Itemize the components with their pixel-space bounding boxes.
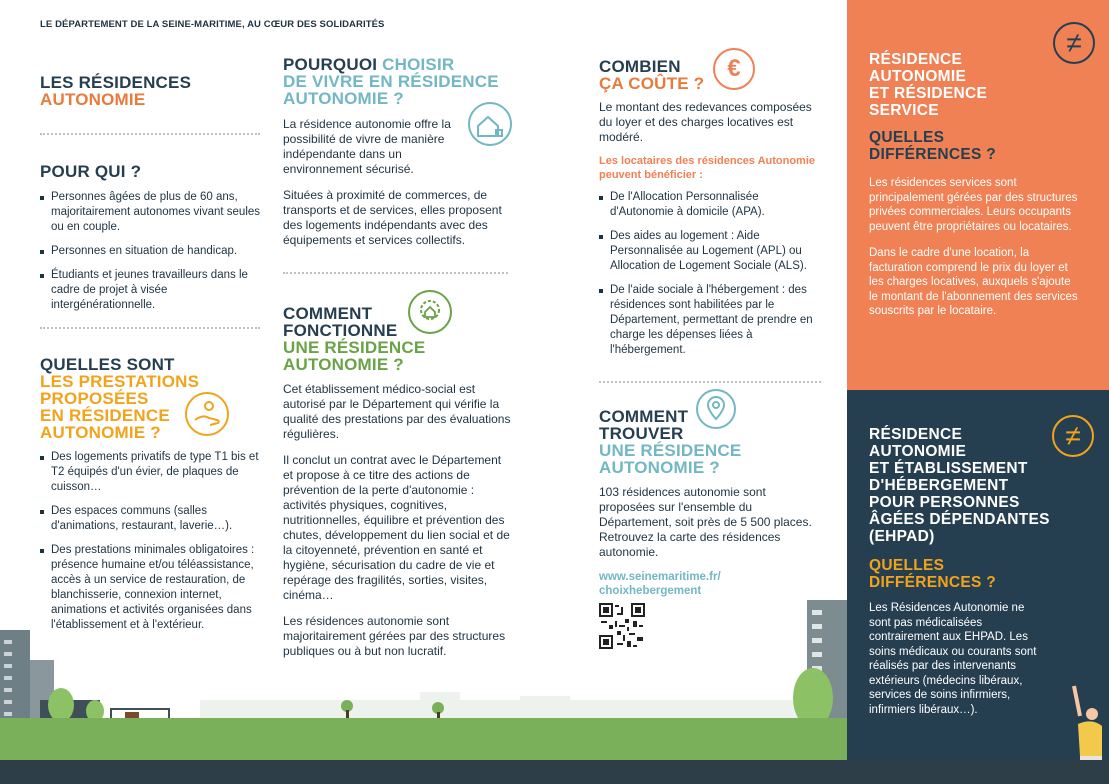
not-equal-icon: ≠ <box>1053 22 1095 64</box>
grass-ground <box>0 718 847 760</box>
pourquoi-title-a: POURQUOI <box>283 55 378 74</box>
divider <box>40 133 260 135</box>
comment-title <box>283 305 425 373</box>
combien-title-line: COMBIEN <box>599 57 681 76</box>
panel-title-line: ET ÉTABLISSEMENT <box>869 460 1028 477</box>
pour-qui-title: POUR QUI ? <box>40 162 142 181</box>
prestations-title-line: QUELLES SONT <box>40 355 175 374</box>
comment-title-line: UNE RÉSIDENCE <box>283 338 426 357</box>
comment-paragraph: Les résidences autonomie sont majoritairement gérées par des structures publiques ou à but non lucratif. <box>283 614 506 658</box>
panel-title-line: RÉSIDENCE <box>869 51 963 68</box>
pourquoi-title-line: DE VIVRE EN RÉSIDENCE <box>283 72 499 91</box>
panel-title-line: AUTONOMIE <box>869 68 967 85</box>
list-item: Personnes âgées de plus de 60 ans, majoritairement autonomes vivant seules ou en couple. <box>40 190 270 235</box>
location-pin-icon <box>694 387 738 431</box>
prestations-title <box>40 356 199 441</box>
trouver-title-line: UNE RÉSIDENCE <box>599 441 742 460</box>
panel-title-line: AUTONOMIE <box>869 443 967 460</box>
panel-title-line: D'HÉBERGEMENT <box>869 477 1009 494</box>
list-item: De l'aide sociale à l'hébergement : des résidences sont habilitées par le Département, permettant de prendre en charge les dépenses liées à l'hébergement. <box>599 283 821 358</box>
trouver-title-line: AUTONOMIE ? <box>599 458 720 477</box>
pourquoi-paragraph: Situées à proximité de commerces, de transports et de services, elles proposent des logements indépendants avec des équipements et services collectifs. <box>283 188 502 247</box>
comment-title-line: COMMENT <box>283 304 373 323</box>
trouver-paragraph: 103 résidences autonomie sont proposées sur l'ensemble du Département, soit près de 5 500 places. Retrouvez la carte des résidences autonomie. <box>599 485 812 559</box>
list-item: Personnes en situation de handicap. <box>40 244 270 259</box>
divider <box>283 272 508 274</box>
panel-title-line: RÉSIDENCE <box>869 426 963 443</box>
road <box>0 760 1109 784</box>
panel-paragraph: Dans le cadre d'une location, la facturation comprend le prix du loyer et les charges locatives, auxquels s'ajoute le montant de l'abonnement des services souscrits par le locataire. <box>869 247 1078 317</box>
pourquoi-paragraph: La résidence autonomie offre la possibilité de vivre de manière indépendante dans un environnement sécurisé. <box>283 117 451 176</box>
website-link-line: choixhebergement <box>599 585 702 597</box>
panel-title-line: (EHPAD) <box>869 528 935 545</box>
prestations-title-line: EN RÉSIDENCE <box>40 406 170 425</box>
helping-hand-icon <box>183 390 231 438</box>
list-item: Des espaces communs (salles d'animations, restaurant, laverie…). <box>40 504 265 534</box>
comment-paragraph: Il conclut un contrat avec le Département et propose à ce titre des actions de prévention de la perte d'autonomie : activités physiques, cognitives, nutritionnelles, équilibre et prévention des chutes, développement du lien social et de la citoyenneté, prévention en santé et hygiène, sécurisation du cadre de vie et repérage des fragilités, sorties, visites, cinéma… <box>283 453 510 602</box>
panel-title-line: POUR PERSONNES <box>869 494 1020 511</box>
navy-panel-content <box>869 426 1084 717</box>
combien-subtitle: Les locataires des résidences Autonomie peuvent bénéficier : <box>599 155 816 181</box>
divider <box>40 327 260 329</box>
col1-title <box>40 74 191 108</box>
panel-paragraph: Les résidences services sont principalement gérées par des structures privées commerciales. Leurs occupants peuvent être propriétaires ou locataires. <box>869 177 1078 233</box>
pourquoi-title-line: AUTONOMIE ? <box>283 89 404 108</box>
comment-title-line: AUTONOMIE ? <box>283 355 404 374</box>
combien-body <box>599 100 821 367</box>
pour-qui-section <box>40 163 270 322</box>
website-link[interactable] <box>599 570 821 598</box>
not-equal-icon: ≠ <box>1052 415 1094 457</box>
comment-paragraph: Cet établissement médico-social est autorisé par le Département qui vérifie la qualité des prestations par des évaluations régulières. <box>283 382 511 441</box>
trouver-title-line: TROUVER <box>599 424 684 443</box>
title-line2: AUTONOMIE <box>40 90 146 109</box>
prestations-title-line: LES PRESTATIONS <box>40 372 200 391</box>
list-item: Des logements privatifs de type T1 bis et T2 équipés d'un évier, de plaques de cuisson… <box>40 450 265 495</box>
title-line1: LES RÉSIDENCES <box>40 73 192 92</box>
website-link-line: www.seinemaritime.fr/ <box>599 571 721 583</box>
pourquoi-title-b: CHOISIR <box>382 55 455 74</box>
divider <box>599 381 821 383</box>
page-header-line: LE DÉPARTEMENT DE LA SEINE-MARITIME, AU CŒUR DES SOLIDARITÉS <box>40 19 385 30</box>
pourquoi-body <box>283 117 508 248</box>
list-item: Des prestations minimales obligatoires : présence humaine et/ou téléassistance, accès à un service de restauration, de blanchisserie, connexion internet, animations et activités organisées dans l'établissement et à l'extérieur. <box>40 543 265 633</box>
panel-title-line: SERVICE <box>869 102 939 119</box>
trouver-title-line: COMMENT <box>599 407 689 426</box>
tree <box>48 688 74 722</box>
list-item: De l'Allocation Personnalisée d'Autonomie à domicile (APA). <box>599 190 821 220</box>
combien-paragraph: Le montant des redevances composées du loyer et des charges locatives est modéré. <box>599 100 812 144</box>
panel-title-line: ÂGÉES DÉPENDANTES <box>869 511 1050 528</box>
combien-title-line: ÇA COÛTE ? <box>599 74 705 93</box>
prestations-title-line: AUTONOMIE ? <box>40 423 161 442</box>
comment-title-line: FONCTIONNE <box>283 321 398 340</box>
gear-house-icon <box>406 288 454 336</box>
trouver-body <box>599 485 821 598</box>
panel-subtitle-line: DIFFÉRENCES ? <box>869 146 997 163</box>
panel-subtitle-line: QUELLES <box>869 129 945 146</box>
euro-icon: € <box>713 48 755 90</box>
list-item: Des aides au logement : Aide Personnalisée au Logement (APL) ou Allocation de Logement Sociale (ALS). <box>599 229 821 274</box>
panel-subtitle-line: DIFFÉRENCES ? <box>869 574 997 591</box>
prestations-title-line: PROPOSÉES <box>40 389 149 408</box>
panel-paragraph: Les Résidences Autonomie ne sont pas médicalisées contrairement aux EHPAD. Les soins médicaux ou courants sont réalisés par des intervenants extérieurs (médecins libéraux, services de soins infirmiers, infirmiers libéraux…). <box>869 602 1037 716</box>
panel-title-line: ET RÉSIDENCE <box>869 85 988 102</box>
orange-panel-content <box>869 51 1079 319</box>
combien-title <box>599 58 704 92</box>
list-item: Étudiants et jeunes travailleurs dans le cadre de projet à visée intergénérationnelle. <box>40 268 270 313</box>
panel-subtitle-line: QUELLES <box>869 557 945 574</box>
